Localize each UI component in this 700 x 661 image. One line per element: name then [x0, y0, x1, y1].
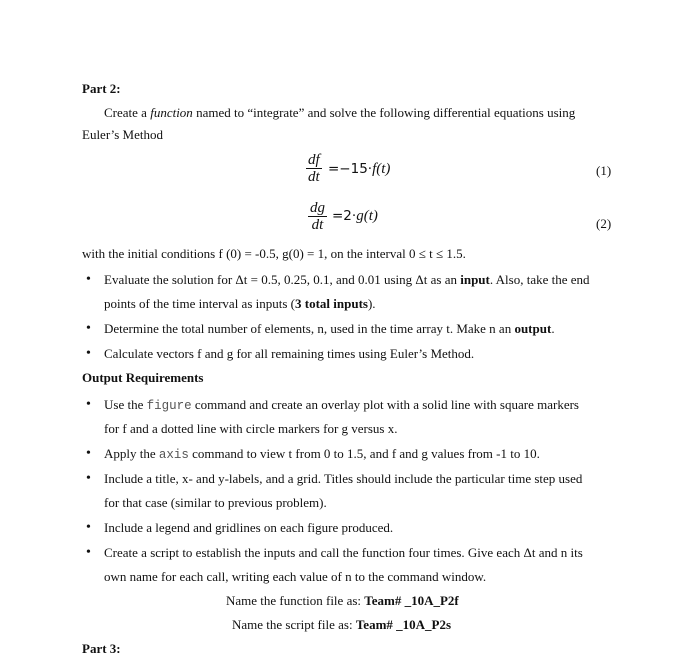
- equation-1-fraction: [306, 152, 322, 185]
- intro-text: Create a: [104, 105, 151, 120]
- file-name: Team# _10A_P2f: [364, 593, 459, 608]
- bullet-text: ).: [367, 296, 376, 311]
- bullet-text: Evaluate the solution for Δt = 0.5, 0.25, 0.1, and 0.01 using Δt as an: [104, 272, 461, 287]
- code-axis: axis: [158, 448, 189, 462]
- bullet-text: Use the: [104, 397, 147, 412]
- equation-1-numerator: df: [308, 152, 320, 168]
- bullet-icon: •: [86, 545, 91, 560]
- equation-2-rhs-coefficient: =2·: [332, 208, 357, 224]
- bullet-icon: •: [86, 471, 91, 486]
- initial-conditions: with the initial conditions f (0) = -0.5, g(0) = 1, on the interval 0 ≤ t ≤ 1.5.: [82, 246, 466, 261]
- equation-2-rhs: [332, 208, 378, 224]
- bullet-figure-line-1: [104, 397, 579, 414]
- bullet-script-line-1: Create a script to establish the inputs and call the function four times. Give each Δt and n its: [104, 545, 583, 560]
- output-requirements-heading: Output Requirements: [82, 370, 204, 385]
- bullet-elements: [104, 321, 555, 337]
- bullet-bold-text: output: [514, 321, 552, 336]
- equation-2-rhs-function: g(t): [356, 208, 378, 224]
- bullet-icon: •: [86, 397, 91, 412]
- bullet-figure-line-2: for f and a dotted line with circle markers for g versus x.: [104, 421, 398, 436]
- equation-2-number: (2): [596, 216, 612, 231]
- bullet-icon: •: [86, 272, 91, 287]
- bullet-calculate: Calculate vectors f and g for all remaining times using Euler’s Method.: [104, 346, 475, 361]
- bullet-text: . Also, take the end: [489, 272, 590, 287]
- bullet-title-line-2: for that case (similar to previous problem).: [104, 495, 327, 510]
- file-label: Name the function file as:: [226, 593, 365, 608]
- file-name: Team# _10A_P2s: [355, 617, 452, 632]
- equation-2-denominator: dt: [311, 217, 324, 233]
- bullet-bold-text: input: [460, 272, 490, 287]
- bullet-text: command and create an overlay plot with a solid line with square markers: [191, 397, 579, 412]
- equation-1-denominator: dt: [308, 169, 320, 185]
- equation-1-rhs: [328, 161, 390, 177]
- equation-2-numerator: dg: [310, 200, 325, 216]
- part3-heading: Part 3:: [82, 641, 121, 656]
- intro-emphasis: function: [150, 105, 193, 120]
- equation-1-rhs-function: f(t): [372, 161, 391, 177]
- intro-line-1: [104, 105, 575, 121]
- bullet-legend: Include a legend and gridlines on each figure produced.: [104, 520, 394, 535]
- function-file-name: [226, 593, 459, 609]
- bullet-title-line-1: Include a title, x- and y-labels, and a grid. Titles should include the particular time step used: [104, 471, 583, 486]
- bullet-script-line-2: own name for each call, writing each value of n to the command window.: [104, 569, 487, 584]
- equation-2-fraction: [308, 200, 327, 233]
- bullet-axis: [104, 446, 540, 463]
- script-file-name: [232, 617, 451, 633]
- bullet-bold-text: 3 total inputs: [295, 296, 368, 311]
- bullet-icon: •: [86, 321, 91, 336]
- bullet-evaluate-line-2: [104, 296, 376, 312]
- equation-1-rhs-coefficient: =−15·: [328, 161, 373, 177]
- bullet-text: Apply the: [104, 446, 159, 461]
- intro-line-2: Euler’s Method: [82, 127, 163, 142]
- intro-text: named to “integrate” and solve the following differential equations using: [192, 105, 576, 120]
- bullet-text: .: [551, 321, 555, 336]
- file-label: Name the script file as:: [232, 617, 356, 632]
- part2-heading: Part 2:: [82, 81, 121, 96]
- bullet-evaluate-line-1: [104, 272, 590, 288]
- equation-1-number: (1): [596, 163, 612, 178]
- bullet-text: command to view t from 0 to 1.5, and f and g values from -1 to 10.: [188, 446, 540, 461]
- bullet-icon: •: [86, 346, 91, 361]
- bullet-icon: •: [86, 446, 91, 461]
- bullet-text: points of the time interval as inputs (: [104, 296, 295, 311]
- bullet-icon: •: [86, 520, 91, 535]
- code-figure: figure: [146, 399, 192, 413]
- bullet-text: Determine the total number of elements, n, used in the time array t. Make n an: [104, 321, 515, 336]
